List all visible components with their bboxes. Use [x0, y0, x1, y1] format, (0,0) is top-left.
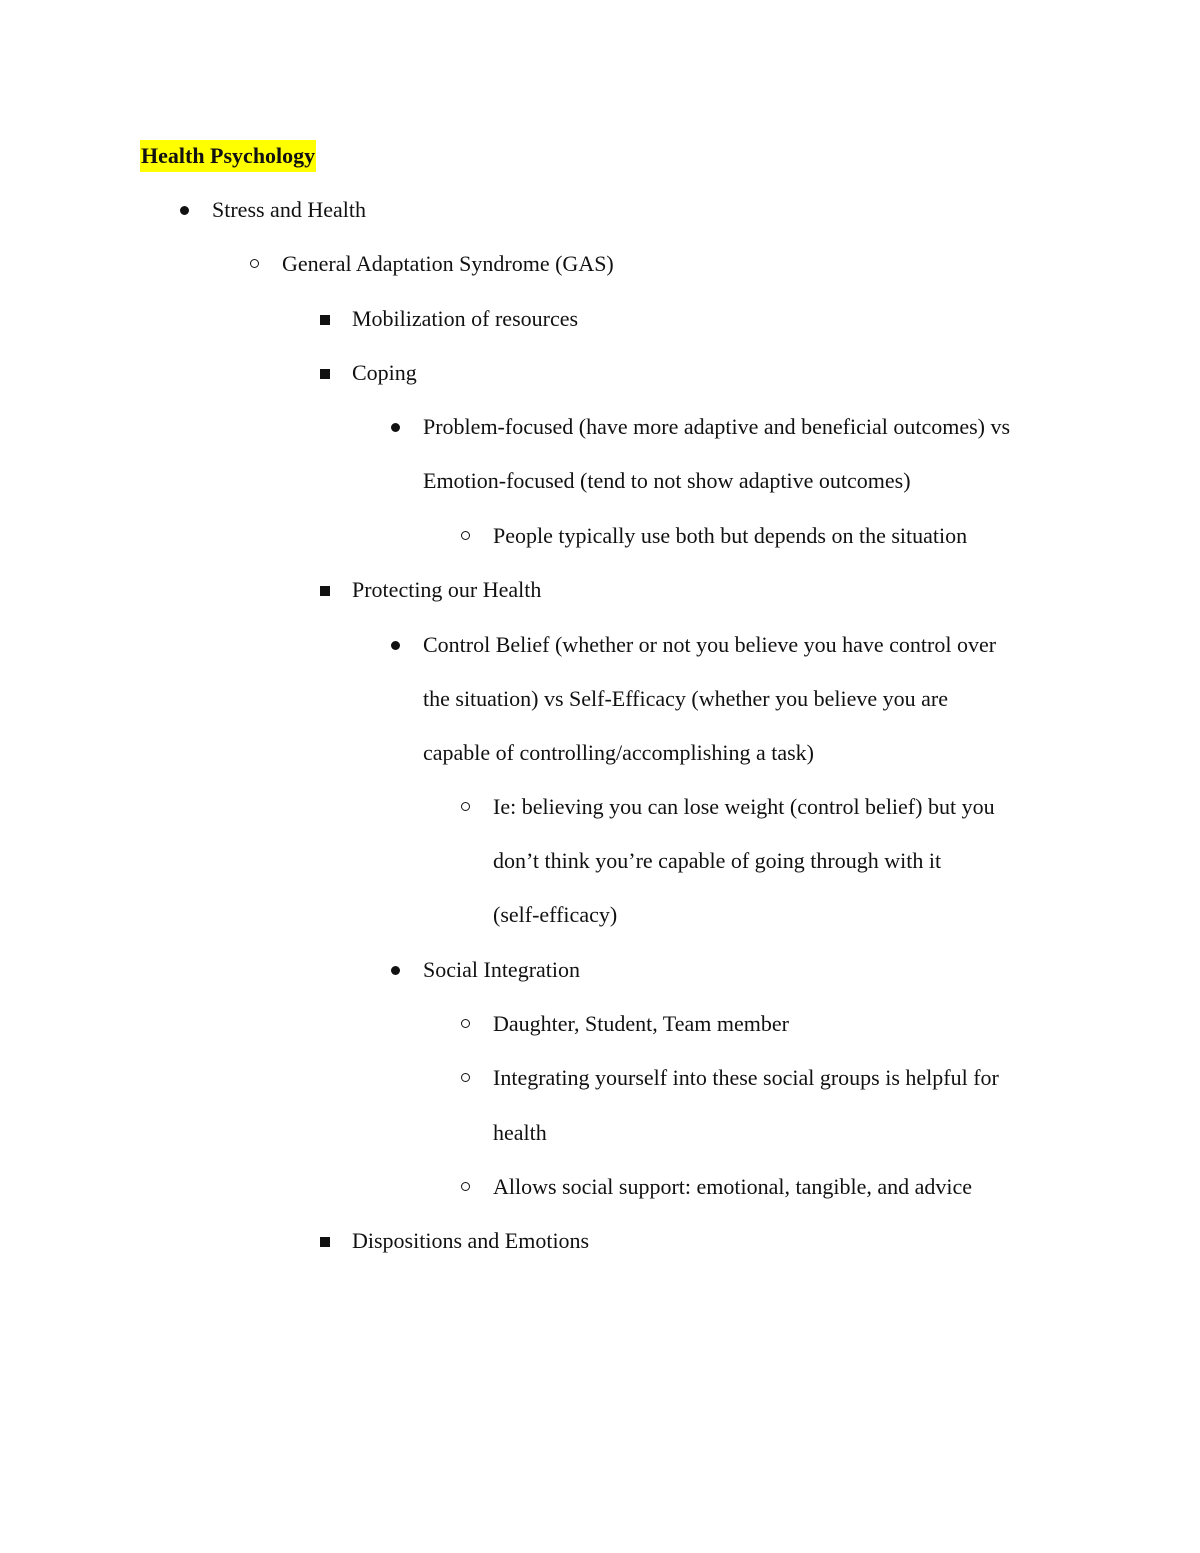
disc-bullet-icon	[180, 206, 189, 215]
square-bullet-icon	[320, 369, 330, 379]
square-bullet-icon	[320, 315, 330, 325]
document-title: Health Psychology	[140, 140, 316, 172]
square-bullet-icon	[320, 586, 330, 596]
circle-bullet-icon	[461, 1182, 470, 1191]
circle-bullet-icon	[461, 1073, 470, 1082]
disc-bullet-icon	[391, 966, 400, 975]
circle-bullet-icon	[250, 259, 259, 268]
disc-bullet-icon	[391, 423, 400, 432]
circle-bullet-icon	[461, 1019, 470, 1028]
circle-bullet-icon	[461, 531, 470, 540]
disc-bullet-icon	[391, 641, 400, 650]
square-bullet-icon	[320, 1237, 330, 1247]
document-page: Health Psychology Stress and Health General Adaptation Syndrome (GAS) Mobilization of resources Coping Problem-focused (have more adaptive and beneficial outcomes) vs Emotion-focused (tend to not show adaptive outcomes) People typically use both but depends on the situation Protecting our Health Control Belief (whether or not you believe you have control over the situation) vs Self-Efficacy (whether you believe you are capable of controlling/accomplishing a task) Ie: believing you can lose weight (control belief) but you don’t think you’re capable of going through with it (self-efficacy) Social Integration Daughter, Student, Team member Integrating yourself into these social groups is helpful for health Allows social support: emotional, tangible, and advice Dispositions and Emotions	[0, 0, 1200, 1553]
circle-bullet-icon	[461, 802, 470, 811]
